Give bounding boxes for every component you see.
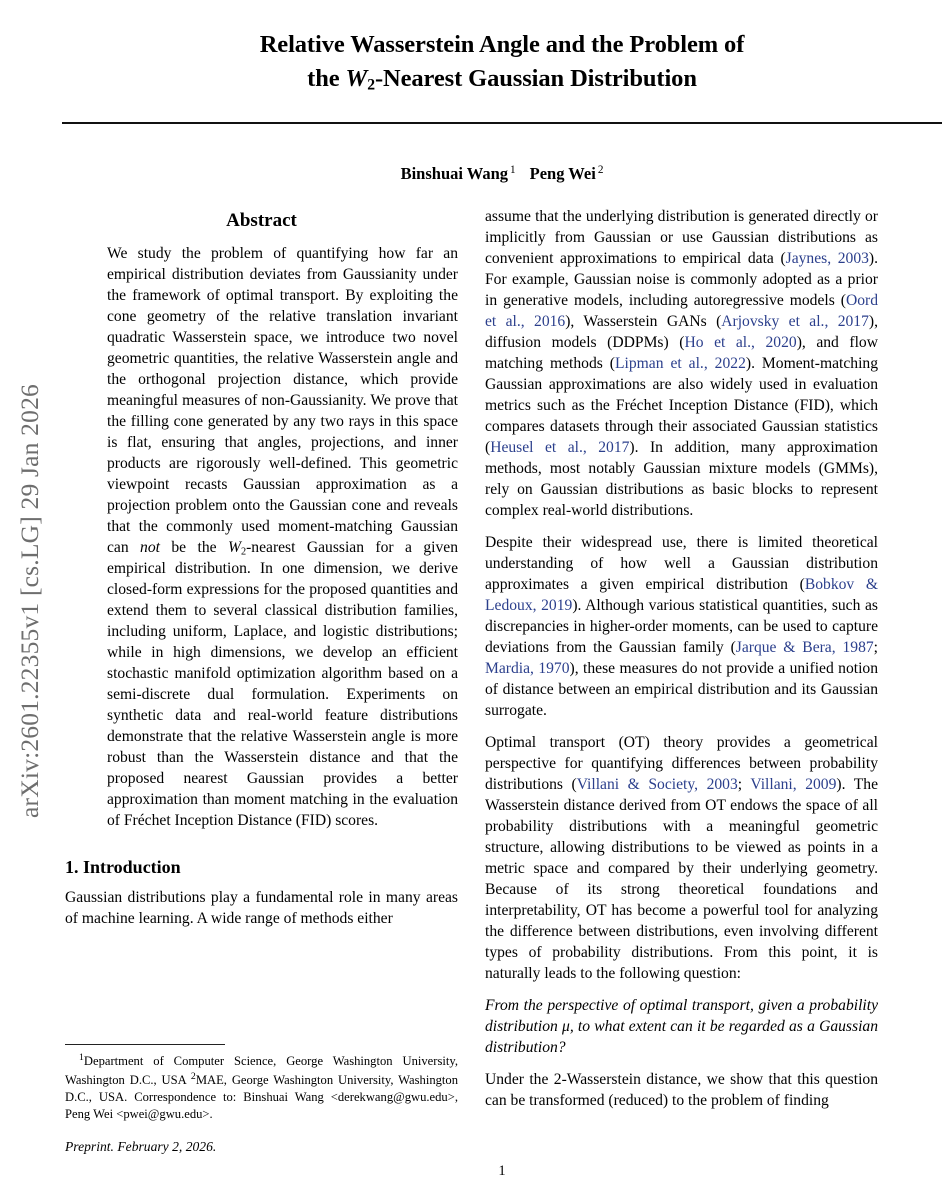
quote-text-1: From the perspective of optimal transport, given a probability distribution [485,997,878,1035]
title-block [62,0,942,124]
page-number: 1 [498,1163,506,1179]
abstract-paragraph [107,244,458,831]
title-line-1: Relative Wasserstein Angle and the Problem of [259,31,745,58]
author-list [62,164,942,184]
right-paragraph-3 [485,732,878,984]
author-name-2: Peng Wei [529,164,596,184]
rp1-text-6: ). Moment-matching Gaussian approximations are also widely used in evaluation metrics such as the Fréchet Inception Distance (FID), which compares datasets through their associated Gaussian statistics ( [485,355,878,456]
citation-mardia-1970[interactable]: Mardia, 1970 [485,660,570,677]
arxiv-stamp [0,0,62,1200]
footnote-block [65,1044,458,1155]
two-column-body [62,206,942,1166]
quote-text-2: , to what extent can it be regarded as a Gaussian distribution? [485,1018,878,1056]
left-column [65,206,458,940]
arxiv-stamp-text: arXiv:2601.22355v1 [cs.LG] 29 Jan 2026 [15,384,44,818]
citation-arjovsky-2017[interactable]: Arjovsky et al., 2017 [721,313,869,330]
rp3-text-2: ; [737,776,751,793]
right-paragraph-2 [485,532,878,721]
introduction-paragraph-1: Gaussian distributions play a fundamental role in many areas of machine learning. A wide range of methods either [65,889,458,928]
rp1-text-7: ). In addition, many approximation methods, most notably Gaussian mixture models (GMMs), rely on Gaussian distributions as basic blocks to represent complex real-world distributions. [485,439,878,519]
preprint-notice: Preprint. February 2, 2026. [65,1139,217,1155]
rp2-text-2: ). Although various statistical quantities, such as discrepancies in higher-order moments, can be used to capture deviations from the Gaussian family ( [485,597,878,656]
citation-bobkov-ledoux-2019[interactable]: Bobkov & Ledoux, 2019 [485,576,878,614]
title-line-2-prefix: the [307,64,346,92]
right-paragraph-4: Under the 2-Wasserstein distance, we show that this question can be transformed (reduced) to the problem of finding [485,1071,878,1109]
quote-math-mu: μ [562,1018,570,1035]
title-math-w: W [345,64,368,92]
abstract-heading: Abstract [226,210,297,231]
abstract-text-part-1: We study the problem of quantifying how far an empirical distribution deviates from Gaussianity under the framework of optimal transport. By exploiting the cone geometry of the relative translation invariant quadratic Wasserstein space, we introduce two novel geometric quantities, the relative Wasserstein angle and the orthogonal projection distance, which provide meaningful measures of non-Gaussianity. We prove that the filling cone generated by any two rays in this space is flat, ensuring that angles, projections, and inner products are rigorously well-defined. This geometric viewpoint recasts Gaussian approximation as a projection problem onto the Gaussian cone and reveals that the commonly used moment-matching Gaussian can [107,245,458,556]
abstract-body [107,244,458,831]
author-name-1: Binshuai Wang [400,164,509,184]
citation-lipman-2022[interactable]: Lipman et al., 2022 [614,355,746,372]
title-divider [62,122,942,124]
page-title [122,28,882,96]
title-line-2-suffix: -Nearest Gaussian Distribution [374,64,697,92]
right-paragraph-1 [485,206,878,521]
rp1-text-2: ). For example, Gaussian noise is commonly adopted as a prior in generative models, including autoregressive models ( [485,250,879,309]
section-heading-introduction: 1. Introduction [65,857,181,878]
research-question-quote [485,995,878,1058]
citation-jaynes-2003[interactable]: Jaynes, 2003 [785,250,869,267]
abstract-text-part-2: be the [159,538,228,556]
abstract-math-w: W [227,538,241,556]
rp2-text-1: Despite their widespread use, there is limited theoretical understanding of how well a Gaussian distribution approximates a given empirical distribution ( [485,534,878,593]
rp1-text-5: ), and flow matching methods ( [485,334,878,372]
citation-ho-2020[interactable]: Ho et al., 2020 [684,334,797,351]
abstract-emphasis-not: not [140,538,160,556]
rp2-text-4: ), these measures do not provide a unified notion of distance between an empirical distribution and its Gaussian surrogate. [485,660,879,719]
rp2-text-3: ; [873,639,879,656]
footnote-mark-1: 1 [79,1052,84,1063]
rp3-text-1: Optimal transport (OT) theory provides a geometrical perspective for quantifying differences between probability distributions ( [485,734,878,793]
abstract-text-part-3: -nearest Gaussian for a given empirical distribution. In one dimension, we derive closed-form expressions for the proposed quantities and extend them to several classical distribution families, including uniform, Laplace, and logistic distributions; while in high dimensions, we develop an efficient stochastic manifold optimization algorithm based on a semi-discrete dual formulation. Experiments on synthetic data and real-world feature distributions demonstrate that the relative Wasserstein angle is more robust than the Wasserstein distance and that the proposed nearest Gaussian provides a better approximation than moment matching in the evaluation of Fréchet Inception Distance (FID) scores. [107,538,458,829]
footnote-text-1: Department of Computer Science, George Washington University, Washington D.C., USA [65,1053,458,1087]
footnote-text-2: MAE, George Washington University, Washington D.C., USA. Correspondence to: Binshuai Wang <derekwang@gwu.edu>, Peng Wei <pwei@gwu.edu>. [65,1072,459,1122]
citation-villani-2009[interactable]: Villani, 2009 [750,776,837,793]
footnote-divider [65,1044,225,1045]
citation-villani-society-2003[interactable]: Villani & Society, 2003 [576,776,738,793]
rp3-text-3: ). The Wasserstein distance derived from OT endows the space of all probability distributions with a meaningful geometric structure, allowing distributions to be viewed as points in a metric space and compared by their underlying geometry. Because of its strong theoretical foundations and interpretability, OT has become a powerful tool for analyzing the difference between distributions, even involving different types of probability distributions. From this point, it is naturally leads to the following question: [485,776,879,982]
citation-heusel-2017[interactable]: Heusel et al., 2017 [490,439,630,456]
rp1-text-3: ), Wasserstein GANs ( [565,313,722,330]
citation-oord-2016[interactable]: Oord et al., 2016 [485,292,878,330]
footnote-affiliations [65,1051,458,1123]
title-math-subscript: 2 [367,76,375,94]
citation-jarque-bera-1987[interactable]: Jarque & Bera, 1987 [735,639,874,656]
footnote-mark-2: 2 [190,1071,196,1083]
right-column [485,206,878,1122]
rp1-text-1: assume that the underlying distribution is generated directly or implicitly from Gaussian or use Gaussian distributions as convenient approximations to empirical data ( [485,208,878,267]
author-affiliation-mark-2: 2 [597,163,604,176]
paper-page [62,0,942,1200]
abstract-math-subscript: 2 [240,546,247,558]
rp1-text-4: ), diffusion models (DDPMs) ( [485,313,878,351]
author-affiliation-mark-1: 1 [510,163,516,176]
